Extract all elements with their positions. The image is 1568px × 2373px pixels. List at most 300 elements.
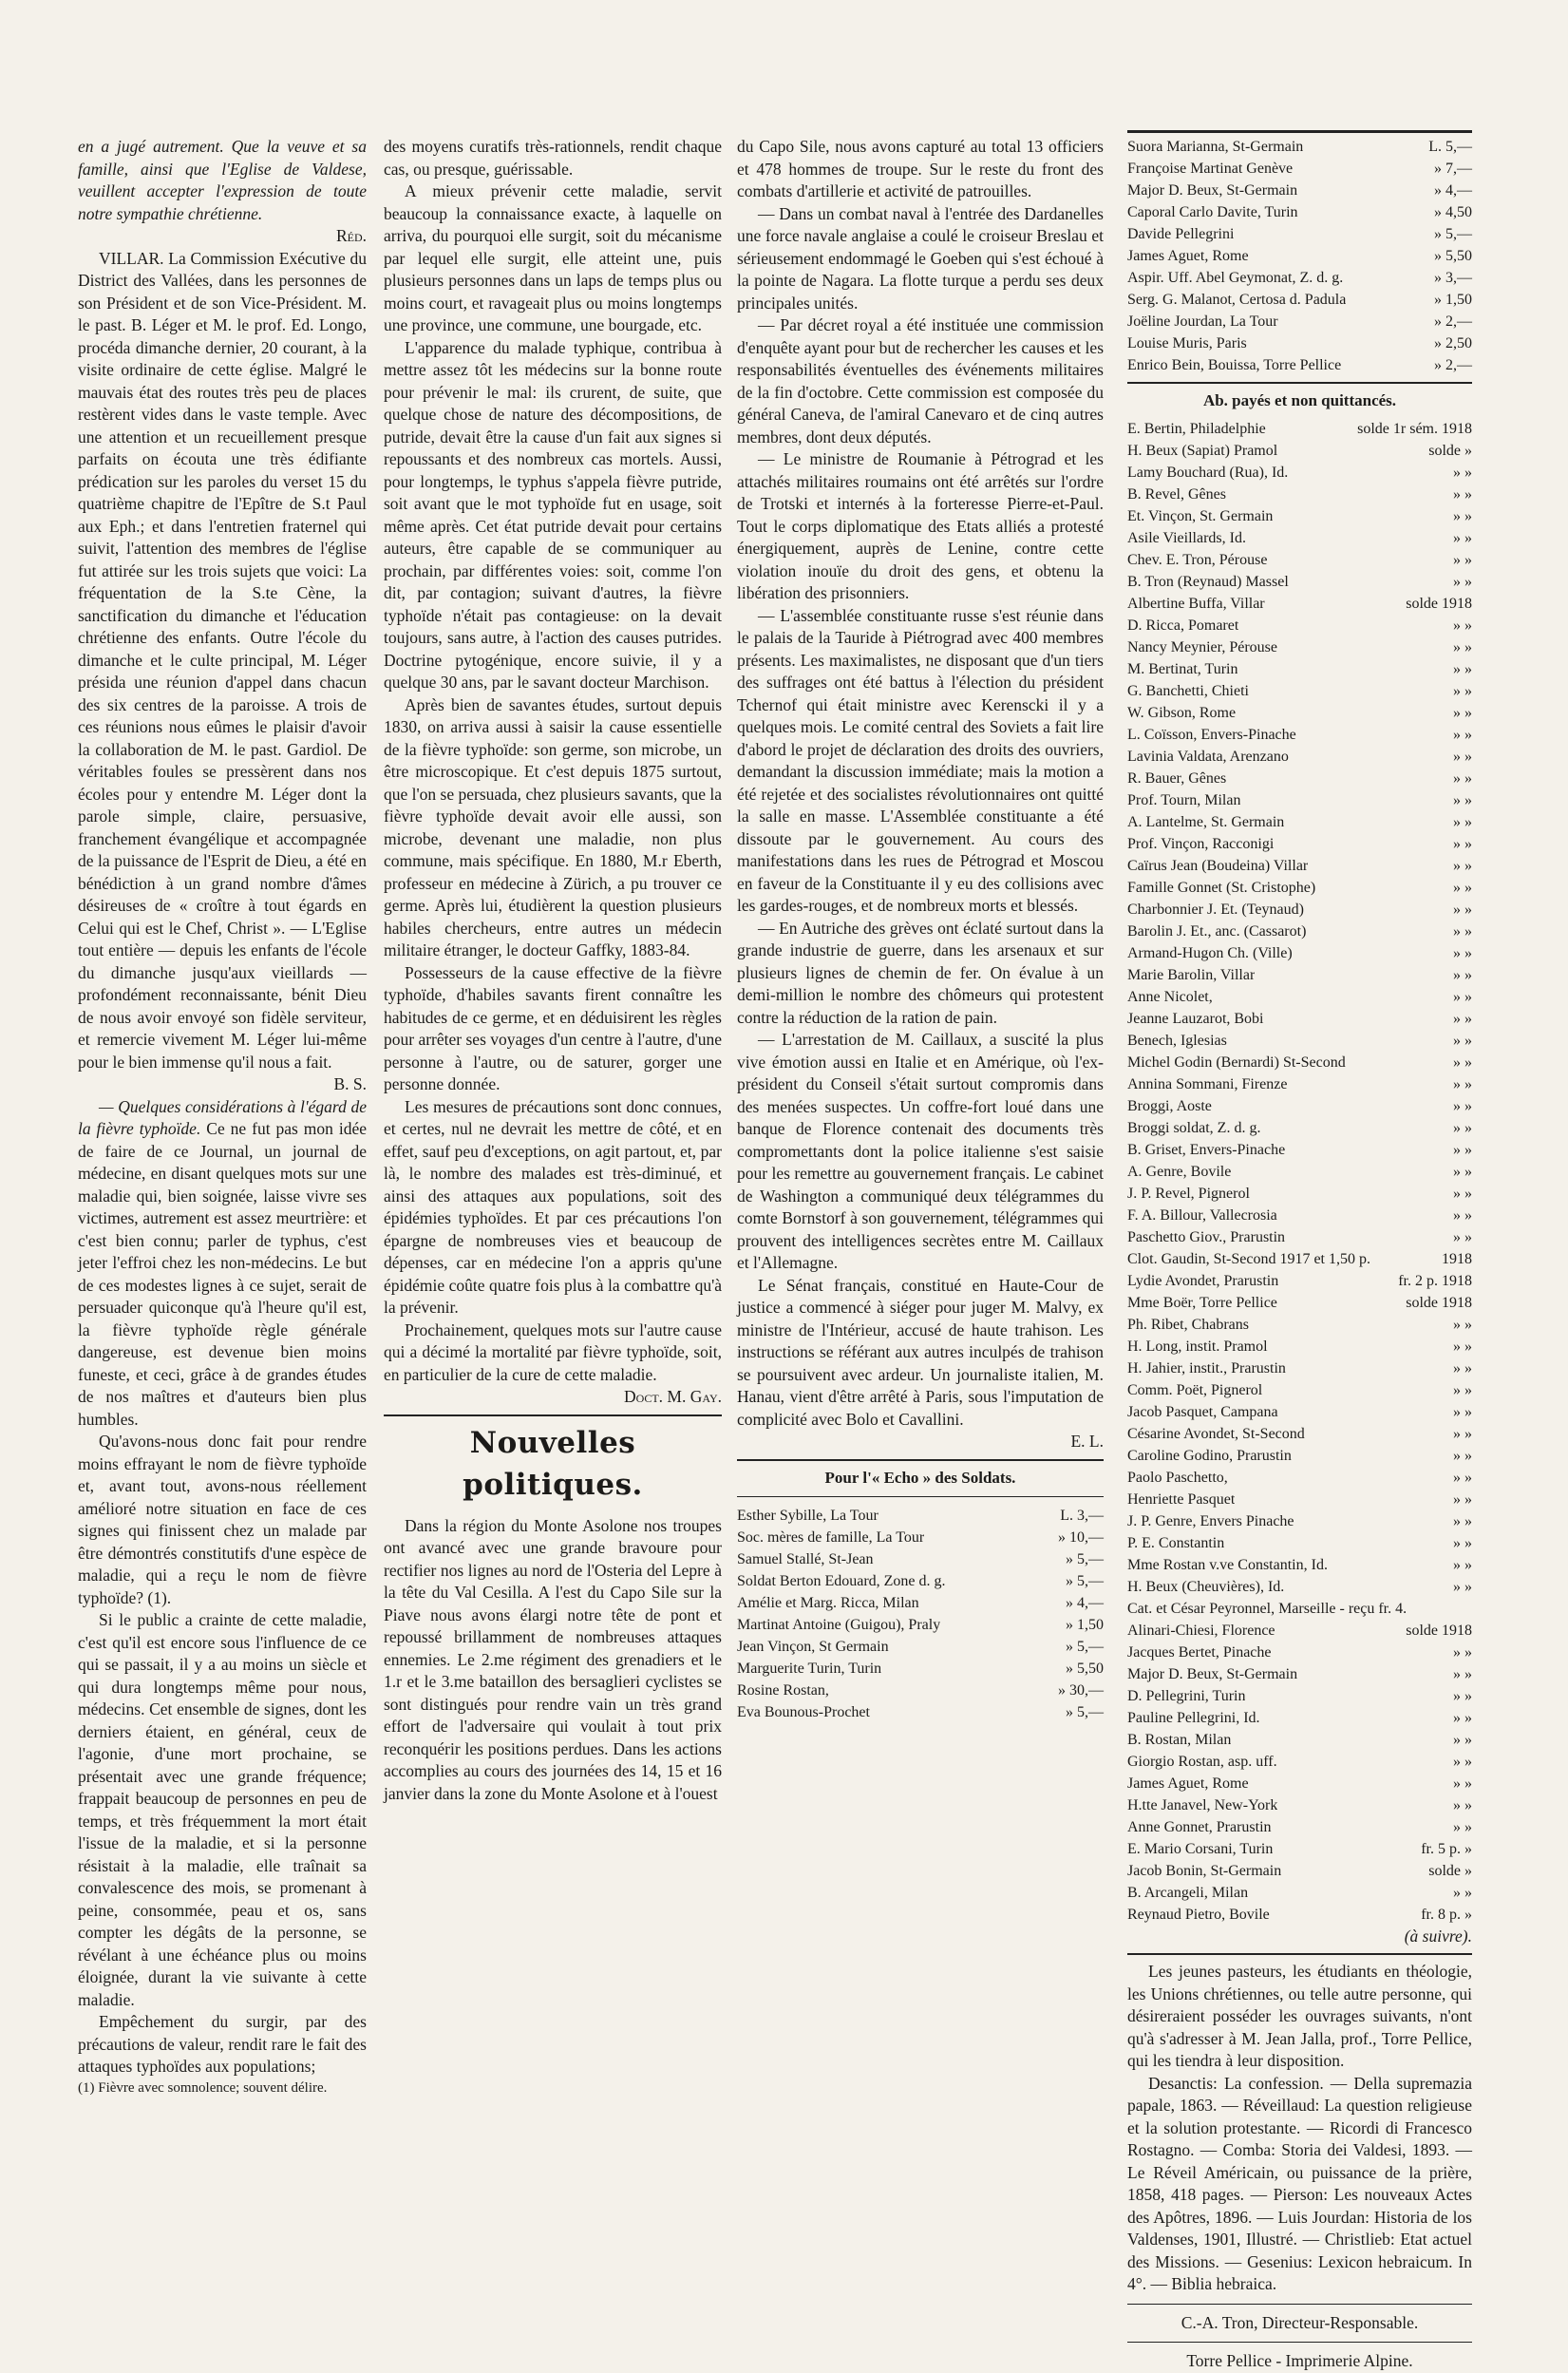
list-item-name: James Aguet, Rome	[1127, 1775, 1249, 1792]
divider	[384, 1414, 722, 1416]
list-item-amount: » »	[1453, 1359, 1472, 1376]
echo-list	[737, 1505, 1104, 1723]
list-item-amount: » »	[1453, 1643, 1472, 1661]
paragraph: Prochainement, quelques mots sur l'autre cause qui a décimé la mortalité par fièvre typhoïde, soit, en particulier de la cure de cette maladie.	[384, 1319, 722, 1384]
paragraph: des moyens curatifs très-rationnels, rendit chaque cas, ou presque, guérissable.	[384, 137, 722, 179]
echo-heading: Pour l'« Echo » des Soldats.	[824, 1468, 1016, 1487]
list-item	[1127, 1052, 1472, 1073]
list-item	[1127, 311, 1472, 332]
list-item-name: J. P. Genre, Envers Pinache	[1127, 1512, 1294, 1529]
paragraph: Les mesures de précautions sont donc connues, et certes, nul ne devrait les mettre de côté, et en effet, sauf peu d'exceptions, on agit partout, et, par là, le nombre des malades est très-diminué, et ainsi des attaques aux populations, soit des épidémies typhoïdes. Et par ces précautions l'on épargne de nombreuses vies et beaucoup de dépenses, car en médecine l'on a appris qu'une épidémie coûte quatre fois plus à la combattre qu'à la prévenir.	[384, 1096, 722, 1317]
list-item-name: Enrico Bein, Bouissa, Torre Pellice	[1127, 357, 1342, 373]
list-item-name: R. Bauer, Gênes	[1127, 769, 1227, 787]
list-item-name: Caporal Carlo Davite, Turin	[1127, 204, 1298, 220]
list-item	[1127, 1139, 1472, 1161]
list-item-amount: » »	[1453, 1556, 1472, 1573]
list-item-name: Rosine Rostan,	[737, 1682, 829, 1699]
list-item-name: L. Coïsson, Envers-Pinache	[1127, 726, 1296, 743]
list-item	[737, 1636, 1104, 1658]
list-item	[1127, 1008, 1472, 1030]
signature: E. L.	[1070, 1432, 1104, 1451]
list-item-name: Suora Marianna, St-Germain	[1127, 139, 1304, 155]
list-item-amount: L. 3,—	[1060, 1508, 1104, 1524]
list-item-amount: 1918	[1442, 1250, 1472, 1267]
list-item-amount: » »	[1453, 1709, 1472, 1726]
list-item	[1127, 462, 1472, 484]
list-item-amount: » 5,50	[1434, 248, 1472, 264]
list-item	[1127, 267, 1472, 289]
list-item-amount: » »	[1453, 1534, 1472, 1551]
list-item-amount: » »	[1453, 1032, 1472, 1049]
list-item-name: Jeanne Lauzarot, Bobi	[1127, 1010, 1264, 1027]
list-item-name: Nancy Meynier, Pérouse	[1127, 638, 1277, 655]
condolence-text: en a jugé autrement. Que la veuve et sa famille, ainsi que l'Eglise de Valdese, veuillent accepter l'expression de toute notre sympathie chrétienne.	[78, 137, 367, 223]
list-item-name: Samuel Stallé, St-Jean	[737, 1551, 874, 1567]
list-item	[1127, 1642, 1472, 1663]
list-item-amount: » »	[1453, 835, 1472, 852]
column-2	[384, 136, 722, 1805]
list-item-name: H. Long, instit. Pramol	[1127, 1338, 1268, 1355]
list-item-name: Césarine Avondet, St-Second	[1127, 1425, 1305, 1442]
list-item-amount: » »	[1453, 966, 1472, 983]
list-item	[737, 1570, 1104, 1592]
list-item	[1127, 964, 1472, 986]
list-item-name: J. P. Revel, Pignerol	[1127, 1185, 1250, 1202]
list-item-amount: » 2,—	[1434, 357, 1472, 373]
list-item-name: Martinat Antoine (Guigou), Praly	[737, 1617, 941, 1633]
list-item-amount: » »	[1453, 726, 1472, 743]
list-item	[1127, 768, 1472, 789]
list-item-amount: » »	[1453, 1206, 1472, 1224]
list-item-name: Major D. Beux, St-Germain	[1127, 1665, 1298, 1682]
signature: B. S.	[333, 1074, 367, 1093]
paragraph: Possesseurs de la cause effective de la fièvre typhoïde, d'habiles savants firent connaître les habitudes de ce germe, et en déduisirent les règles pour arrêter ses voyages d'un centre à l'autre, d'une personne à l'autre, ou de saturer, gorger une personne donnée.	[384, 962, 722, 1093]
list-item	[1127, 527, 1472, 549]
list-item-amount: » »	[1453, 1665, 1472, 1682]
list-item	[1127, 1270, 1472, 1292]
list-item-name: Broggi, Aoste	[1127, 1097, 1212, 1114]
list-item	[1127, 724, 1472, 746]
list-item-name: Broggi soldat, Z. d. g.	[1127, 1119, 1261, 1136]
list-item-amount: » »	[1453, 617, 1472, 634]
list-item-amount: solde 1r sém. 1918	[1357, 420, 1472, 437]
list-item-name: Comm. Poët, Pignerol	[1127, 1381, 1263, 1398]
list-item-name: Marguerite Turin, Turin	[737, 1661, 882, 1677]
list-item-name: Famille Gonnet (St. Cristophe)	[1127, 879, 1316, 896]
list-item-name: James Aguet, Rome	[1127, 248, 1249, 264]
list-item-name: Serg. G. Malanot, Certosa d. Padula	[1127, 292, 1347, 308]
list-item-amount: » »	[1453, 769, 1472, 787]
list-item	[1127, 1510, 1472, 1532]
column-4	[1127, 136, 1472, 2373]
list-item-name: A. Genre, Bovile	[1127, 1163, 1232, 1180]
list-item-amount: » »	[1453, 1228, 1472, 1245]
paragraph: L'apparence du malade typhique, contribua à mettre assez tôt les médecins sur la bonne route pour prévenir le mal: ils crurent, de suite, que quelque chose de nature des décompositions, de putride, devait être la cause d'un fait aux signes si repoussants et des nombreux cas mortels. Aussi, pour longtemps, le typhus s'appela fièvre putride, soit avant que le mot typhoïde fut en usage, soit même après. Cet état putride devait pour certains auteurs, être capable de se communiquer au prochain, par différentes voies: soit, comme l'on dit, par contagion; suivant d'autres, la fièvre typhoïde n'était pas contagieuse: on la devait toujours, sans autre, à l'action des causes putrides. Doctrine pytogénique, encore suivie, il y a quelque 30 ans, par le savant docteur Marchison.	[384, 337, 722, 692]
list-item	[737, 1527, 1104, 1548]
paragraph: A mieux prévenir cette maladie, servit beaucoup la connaissance exacte, à laquelle on arriva, du pourquoi elle surgit, soit du mécanisme par lequel elle surgit, elle atteint une, puis plusieurs personnes dans un laps de temps plus ou moins court, et ravageait plus ou moins longtemps une province, une commune, une bourgade, etc.	[384, 181, 722, 334]
list-item-name: Alinari-Chiesi, Florence	[1127, 1622, 1275, 1639]
signature: Doct. M. Gay.	[624, 1387, 722, 1406]
footnote: (1) Fièvre avec somnolence; souvent délire.	[78, 2079, 328, 2096]
list-item	[1127, 245, 1472, 267]
list-item-name: Major D. Beux, St-Germain	[1127, 182, 1298, 199]
list-item	[1127, 593, 1472, 615]
list-item	[1127, 1401, 1472, 1423]
list-item-amount: » »	[1453, 1381, 1472, 1398]
list-item	[1127, 1773, 1472, 1794]
paragraph: Les jeunes pasteurs, les étudiants en théologie, les Unions chrétiennes, ou telle autre personne, qui désireraient posséder les ouvrages suivants, n'ont qu'à s'adresser à M. Jean Jalla, prof., Torre Pellice, qui les tiendra à leur disposition.	[1127, 1962, 1472, 2070]
subscription-list	[1127, 418, 1472, 1926]
list-item-amount: » »	[1453, 551, 1472, 568]
list-item-name: Pauline Pellegrini, Id.	[1127, 1709, 1260, 1726]
list-item-amount: L. 5,—	[1428, 139, 1472, 155]
list-item-name: Annina Sommani, Firenze	[1127, 1075, 1288, 1092]
list-item-amount: » »	[1453, 901, 1472, 918]
paragraph: Dans la région du Monte Asolone nos troupes ont avancé avec une grande bravoure pour rectifier nos lignes au nord de l'Osteria del Lepre à la tête du Val Cesilla. A l'est du Capo Sile sur la Piave nous avons élargi notre tête de pont et repoussé brillamment de nombreuses attaques ennemies. Le 2.me régiment des grenadiers et le 1.r et le 3.me bataillon des bersaglieri cyclistes se sont distingués pour rendre vain un très grand effort de l'adversaire qui voulait à tout prix reconquérir les positions perdues. Dans les actions accomplies au cours des journées des 14, 15 et 16 janvier dans la zone du Monte Asolone et à l'ouest	[384, 1515, 722, 1803]
list-item-amount: » »	[1453, 1884, 1472, 1901]
book-list: Desanctis: La confession. — Della supremazia papale, 1863. — Réveillaud: La question religieuse et la solution protestante. — Ricordi di Francesco Rostagno. — Comba: Storia dei Valdesi, 1893. — Le Réveil Américain, ou puissance de la prière, 1858, 418 pages. — Pierson: Les nouveaux Actes des Apôtres, 1896. — Luis Jourdan: Historia de los Valdenses, 1901, Illustré. — Christlieb: Etat actuel des Missions. — Gesenius: Lexicon hebraicum. In 4°. — Biblia hebraica.	[1127, 2073, 1472, 2293]
list-item	[737, 1505, 1104, 1527]
list-item-amount: » 5,—	[1066, 1704, 1104, 1720]
divider	[1127, 1953, 1472, 1955]
list-item-name: Marie Barolin, Villar	[1127, 966, 1256, 983]
list-item-amount: » »	[1453, 1753, 1472, 1770]
list-item-amount: » »	[1453, 1119, 1472, 1136]
list-item-name: P. E. Constantin	[1127, 1534, 1225, 1551]
list-item	[1127, 899, 1472, 921]
list-item-name: E. Bertin, Philadelphie	[1127, 420, 1266, 437]
list-item-amount: » 7,—	[1434, 161, 1472, 177]
list-item-amount: » »	[1453, 1316, 1472, 1333]
divider	[1127, 382, 1472, 384]
list-item-name: Clot. Gaudin, St-Second 1917 et 1,50 p.	[1127, 1250, 1370, 1267]
list-item-amount: » 1,50	[1066, 1617, 1104, 1633]
list-item	[1127, 1576, 1472, 1598]
list-item	[1127, 505, 1472, 527]
paragraph: du Capo Sile, nous avons capturé au total 13 officiers et 478 hommes de troupe. Sur le reste du front des combats d'artillerie et activité de patrouilles.	[737, 137, 1104, 200]
list-item	[1127, 1336, 1472, 1357]
list-item	[1127, 484, 1472, 505]
paragraph: — L'assemblée constituante russe s'est réunie dans le palais de la Tauride à Piétrograd avec 400 membres présents. Les maximalistes, ne disposant que d'un tiers des suffrages ont été battus à l'élection du président Tchernof qui était ministre avec Kerenscki il y a quelques mois. Le comité central des Soviets a fait lire d'abord le projet de déclaration des droits des ouvriers, demandant la discussion immédiate; mais la motion a été rejetée et des socialistes révolutionnaires ont quitté la salle en masse. L'Assemblée constituante a été dissoute par le gouvernement. Au cours des manifestations dans les rues de Pétrograd et Moscou en faveur de la Constituante il y eu des collisions avec les gardes-rouges, et de nombreux morts et blessés.	[737, 605, 1104, 915]
divider	[1127, 2342, 1472, 2343]
list-item	[1127, 1532, 1472, 1554]
list-item-name: B. Revel, Gênes	[1127, 485, 1226, 503]
list-item	[1127, 1554, 1472, 1576]
paragraph: — Par décret royal a été instituée une commission d'enquête ayant pour but de rechercher les causes et les responsabilités éventuelles des événements militaires de la fin d'octobre. Cette commission est composée du général Caneva, de l'amiral Canevaro et de cinq autres membres, dont deux députés.	[737, 315, 1104, 446]
list-item-name: G. Banchetti, Chieti	[1127, 682, 1249, 699]
list-item-amount: » 5,—	[1066, 1551, 1104, 1567]
list-item-amount: » 4,—	[1066, 1595, 1104, 1611]
list-item-amount: » »	[1453, 1578, 1472, 1595]
list-item	[1127, 855, 1472, 877]
list-item-amount: solde 1918	[1406, 1294, 1472, 1311]
list-item-name: Mme Rostan v.ve Constantin, Id.	[1127, 1556, 1328, 1573]
list-item-name: Prof. Tourn, Milan	[1127, 791, 1241, 808]
list-item-name: B. Tron (Reynaud) Massel	[1127, 573, 1289, 590]
list-item	[1127, 1073, 1472, 1095]
list-item	[1127, 1707, 1472, 1729]
list-item-amount: » »	[1453, 1010, 1472, 1027]
typhoid-article: — Quelques considérations à l'égard de la fièvre typhoïde. Ce ne fut pas mon idée de faire de ce Journal, un journal de médecine, en disant quelques mots sur une maladie qui, bien soignée, laisse vivre ses victimes, autrement est assez meurtrière: et c'est bien connu; parler de typhus, c'est jeter l'effroi chez les non-médecins. Le but de ces modestes lignes à ce sujet, serait de persuader quiconque qu'à l'heure qu'il est, la fièvre typhoïde règle générale dangereuse, est devenue bien moins funeste, et ceci, grâce à de grandes études de nos maîtres et d'auteurs bien plus humbles.	[78, 1096, 368, 1429]
list-item-amount: » 10,—	[1058, 1529, 1104, 1546]
list-item-amount: » »	[1453, 464, 1472, 481]
list-item-name: H. Beux (Cheuvières), Id.	[1127, 1578, 1285, 1595]
list-item	[1127, 332, 1472, 354]
list-item-amount: » »	[1453, 857, 1472, 874]
list-item	[1127, 571, 1472, 593]
list-item-name: Caroline Godino, Prarustin	[1127, 1447, 1292, 1464]
top-rule	[1127, 130, 1472, 133]
list-item-amount: » »	[1453, 922, 1472, 940]
list-item-name: Paschetto Giov., Prarustin	[1127, 1228, 1286, 1245]
paragraph: Qu'avons-nous donc fait pour rendre moins effrayant le nom de fièvre typhoïde et, avant tout, avons-nous réellement amélioré notre situation en face de ces signes qui finissent chez un malade par être démontrés constitutifs d'une espèce de maladie, qui a reçu le nom de fièvre typhoïde? (1).	[78, 1432, 367, 1607]
list-item-amount: » »	[1453, 1512, 1472, 1529]
list-item-amount: » »	[1453, 748, 1472, 765]
list-item-name: Jacob Pasquet, Campana	[1127, 1403, 1278, 1420]
list-item	[1127, 1838, 1472, 1860]
list-item-name: Jacques Bertet, Pinache	[1127, 1643, 1272, 1661]
list-item-name: Anne Gonnet, Prarustin	[1127, 1818, 1272, 1835]
list-item	[1127, 680, 1472, 702]
list-item-name: Prof. Vinçon, Racconigi	[1127, 835, 1275, 852]
list-item-amount: fr. 5 p. »	[1421, 1840, 1472, 1857]
list-item-name: Armand-Hugon Ch. (Ville)	[1127, 944, 1293, 961]
list-item	[1127, 1248, 1472, 1270]
list-item-name: Joëline Jourdan, La Tour	[1127, 313, 1278, 330]
list-item	[1127, 942, 1472, 964]
list-item	[1127, 1095, 1472, 1117]
list-item	[1127, 1816, 1472, 1838]
list-item-amount: fr. 2 p. 1918	[1398, 1272, 1472, 1289]
list-item	[1127, 1751, 1472, 1773]
list-item-amount: » 2,—	[1434, 313, 1472, 330]
list-item	[1127, 1598, 1472, 1620]
list-item-amount: » »	[1453, 1447, 1472, 1464]
list-item-amount	[1425, 1598, 1472, 1620]
list-item-name: Charbonnier J. Et. (Teynaud)	[1127, 901, 1304, 918]
list-item-amount: » »	[1453, 660, 1472, 677]
list-item-name: Eva Bounous-Prochet	[737, 1704, 870, 1720]
list-item-amount: » »	[1453, 1469, 1472, 1486]
list-item-amount: » »	[1453, 1097, 1472, 1114]
list-item-amount: » 30,—	[1058, 1682, 1104, 1699]
list-item-amount: » 4,—	[1434, 182, 1472, 199]
list-item-name: H. Beux (Sapiat) Pramol	[1127, 442, 1278, 459]
list-item-amount: » »	[1453, 1054, 1472, 1071]
list-item	[1127, 418, 1472, 440]
list-item-amount: » »	[1453, 529, 1472, 546]
list-item-name: Lydie Avondet, Prarustin	[1127, 1272, 1279, 1289]
to-be-continued: (à suivre).	[1404, 1926, 1472, 1946]
list-item-amount: » 5,50	[1066, 1661, 1104, 1677]
paragraph: — L'arrestation de M. Caillaux, a suscité la plus vive émotion aussi en Italie et en Amérique, où l'ex-président du Conseil s'était surtout compromis dans des menées suspectes. Un coffre-fort loué dans une banque de Florence contenait des documents très compromettants dont la police italienne s'est saisie pour les remettre au gouvernement français. Le cabinet de Washington a communiqué deux télégrammes du comte Bornstorf à son gouvernement, télégrammes qui prouvent des intelligences secrètes entre M. Caillaux et l'Allemagne.	[737, 1030, 1104, 1272]
list-item-amount: » »	[1453, 507, 1472, 524]
list-item	[1127, 354, 1472, 376]
list-item-amount: » »	[1453, 1687, 1472, 1704]
list-item-amount: » »	[1453, 1796, 1472, 1813]
list-item	[1127, 877, 1472, 899]
list-item	[1127, 986, 1472, 1008]
list-item-name: Henriette Pasquet	[1127, 1490, 1236, 1508]
divider	[1127, 2304, 1472, 2305]
list-item-name: Amélie et Marg. Ricca, Milan	[737, 1595, 919, 1611]
list-item	[737, 1614, 1104, 1636]
list-item	[1127, 1904, 1472, 1926]
list-item	[1127, 1314, 1472, 1336]
list-item-name: A. Lantelme, St. Germain	[1127, 813, 1285, 830]
list-item-amount: » 4,50	[1434, 204, 1472, 220]
list-item	[737, 1658, 1104, 1680]
list-item	[1127, 1357, 1472, 1379]
list-item	[1127, 1729, 1472, 1751]
list-item-amount: » »	[1453, 1338, 1472, 1355]
list-item	[1127, 746, 1472, 768]
list-item	[1127, 1205, 1472, 1226]
paragraph: Empêchement du surgir, par des précautions de valeur, rendit rare le fait des attaques typhoïdes aux populations;	[78, 2012, 367, 2076]
list-item-name: Aspir. Uff. Abel Geymonat, Z. d. g.	[1127, 270, 1344, 286]
list-item	[1127, 1860, 1472, 1882]
list-item	[1127, 180, 1472, 201]
list-item-amount: » »	[1453, 638, 1472, 655]
list-item-amount: » 2,50	[1434, 335, 1472, 351]
list-item-amount: » 5,—	[1434, 226, 1472, 242]
list-item-amount: » 5,—	[1066, 1573, 1104, 1589]
list-item-amount: » »	[1453, 988, 1472, 1005]
list-item-name: Davide Pellegrini	[1127, 226, 1235, 242]
list-item	[1127, 289, 1472, 311]
list-item	[1127, 702, 1472, 724]
list-item	[1127, 136, 1472, 158]
list-item	[1127, 1882, 1472, 1904]
list-item-amount: » »	[1453, 1775, 1472, 1792]
list-item-name: Louise Muris, Paris	[1127, 335, 1247, 351]
list-item-amount: solde 1918	[1406, 595, 1472, 612]
list-item	[1127, 615, 1472, 636]
column-1	[78, 136, 367, 2098]
list-item-name: M. Bertinat, Turin	[1127, 660, 1238, 677]
list-item-amount: » »	[1453, 573, 1472, 590]
list-item-amount: » »	[1453, 1163, 1472, 1180]
list-item-amount: solde 1918	[1406, 1622, 1472, 1639]
list-item-name: B. Rostan, Milan	[1127, 1731, 1232, 1748]
list-item-name: E. Mario Corsani, Turin	[1127, 1840, 1274, 1857]
list-item	[1127, 549, 1472, 571]
list-item	[1127, 223, 1472, 245]
list-item	[1127, 1794, 1472, 1816]
list-item	[737, 1548, 1104, 1570]
signature: Réd.	[335, 226, 367, 245]
list-item-name: Michel Godin (Bernardi) St-Second	[1127, 1054, 1346, 1071]
list-item-name: Mme Boër, Torre Pellice	[1127, 1294, 1277, 1311]
list-item	[737, 1592, 1104, 1614]
list-item-amount: » 3,—	[1434, 270, 1472, 286]
list-item-amount: » »	[1453, 1731, 1472, 1748]
list-item-amount: fr. 8 p. »	[1421, 1906, 1472, 1923]
list-item-name: Jean Vinçon, St Germain	[737, 1639, 889, 1655]
list-item	[1127, 1445, 1472, 1467]
list-item-name: Françoise Martinat Genève	[1127, 161, 1294, 177]
list-item-name: D. Pellegrini, Turin	[1127, 1687, 1246, 1704]
list-item-amount: » »	[1453, 791, 1472, 808]
list-item-amount: » »	[1453, 1403, 1472, 1420]
list-item-name: Soc. mères de famille, La Tour	[737, 1529, 925, 1546]
list-item	[1127, 789, 1472, 811]
list-item-name: Asile Vieillards, Id.	[1127, 529, 1246, 546]
list-item	[1127, 1663, 1472, 1685]
list-item	[1127, 1030, 1472, 1052]
list-item-amount: » 5,—	[1066, 1639, 1104, 1655]
list-item	[1127, 1489, 1472, 1510]
list-item-amount: solde »	[1428, 1862, 1472, 1879]
list-item-amount: » 1,50	[1434, 292, 1472, 308]
list-item-name: Chev. E. Tron, Pérouse	[1127, 551, 1268, 568]
paragraph: Si le public a crainte de cette maladie, c'est qu'il est encore sous l'influence de ce qui se passait, il y a au moins un siècle et qui dura longtemps même pour nous, médecins. Cet ensemble de signes, dont les derniers étaient, en général, ceux de l'agonie, d'une mort prochaine, se présentait avec une grande fréquence; frappait beaucoup de personnes en peu de temps, et très fréquemment la mort était l'issue de la maladie, et si la personne résistait à la maladie, elle traînait sa convalescence des mois, se promenant à peine, consommée, peau et os, sans compter les dégâts de la personne, se révélant à une échéance plus ou moins éloignée, durant la vie suivante à cette maladie.	[78, 1610, 367, 2009]
list-item-name: Barolin J. Et., anc. (Cassarot)	[1127, 922, 1307, 940]
list-item	[737, 1680, 1104, 1701]
donation-list	[1127, 136, 1472, 376]
list-item	[1127, 1292, 1472, 1314]
article-title: — Quelques considérations à l'égard de la fièvre typhoïde.	[78, 1096, 367, 1138]
list-item-amount: » »	[1453, 1490, 1472, 1508]
paragraph: Après bien de savantes études, surtout depuis 1830, on arriva aussi à saisir la cause essentielle de la fièvre typhoïde: son germe, son microbe, un être microscopique. Et c'est depuis 1875 surtout, que l'on se persuada, chez plusieurs savants, que la fièvre typhoïde devait avoir elle aussi, son microbe, devenant une maladie, non plus commune, mais spécifique. En 1880, M.r Eberth, professeur en médecine à Zürich, a pu trouver ce germe. Après lui, étudièrent la question plusieurs habiles chercheurs, entre autres un médecin militaire étranger, le docteur Gaffky, 1883-84.	[384, 694, 722, 959]
list-item-name: Benech, Iglesias	[1127, 1032, 1227, 1049]
subscriptions-heading: Ab. payés et non quittancés.	[1202, 391, 1397, 409]
list-item-amount: » »	[1453, 1141, 1472, 1158]
list-item-amount: » »	[1453, 1075, 1472, 1092]
list-item-amount: » »	[1453, 813, 1472, 830]
column-3	[737, 136, 1104, 1723]
list-item-amount: » »	[1453, 879, 1472, 896]
list-item	[1127, 1226, 1472, 1248]
list-item-amount: » »	[1453, 1425, 1472, 1442]
list-item-name: Esther Sybille, La Tour	[737, 1508, 878, 1524]
list-item	[737, 1701, 1104, 1723]
list-item-amount: » »	[1453, 1818, 1472, 1835]
list-item-name: Cat. et César Peyronnel, Marseille - reçu fr. 4.	[1127, 1600, 1407, 1617]
list-item-name: Caïrus Jean (Boudeina) Villar	[1127, 857, 1309, 874]
printer-line: Torre Pellice - Imprimerie Alpine.	[1186, 2351, 1413, 2370]
list-item	[1127, 1620, 1472, 1642]
list-item	[1127, 1183, 1472, 1205]
list-item-name: Anne Nicolet,	[1127, 988, 1213, 1005]
list-item-name: Et. Vinçon, St. Germain	[1127, 507, 1274, 524]
editor-line: C.-A. Tron, Directeur-Responsable.	[1181, 2312, 1419, 2332]
list-item-name: H. Jahier, instit., Prarustin	[1127, 1359, 1286, 1376]
list-item-name: Reynaud Pietro, Bovile	[1127, 1906, 1270, 1923]
list-item	[1127, 636, 1472, 658]
list-item	[1127, 811, 1472, 833]
divider	[737, 1459, 1104, 1461]
list-item-name: Albertine Buffa, Villar	[1127, 595, 1265, 612]
villar-article: VILLAR. La Commission Exécutive du District des Vallées, dans les personnes de son Président et de son Vice-Président. M. le past. B. Léger et M. le prof. Ed. Longo, procéda dimanche dernier, 20 courant, à la visite ordinaire de cette église. Malgré le mauvais état des routes très peu de places restèrent vides dans le vaste temple. Avec une attention et un recueillement presque parfaits on écouta une très édifiante prédication sur les paroles du verset 15 du quatrième chapitre de l'Epître de S.t Paul aux Eph.; et dans l'entretien fraternel qui suivit, l'attention des membres de l'église fut attirée sur les trois sujets que voici: La fréquentation de la S.te Cène, la sanctification du dimanche et l'éducation chrétienne des enfants. Outre l'école du dimanche et le culte principal, M. Léger présida une réunion d'appel dans chacun des six centres de la paroisse. A trois de ces réunions nous eûmes le plaisir d'avoir la collaboration de M. le past. Gardiol. De véritables foules se pressèrent dans nos écoles pour y entendre M. Léger dont la parole simple, claire, persuasive, franchement évangélique et accompagnée de la puissance de l'Esprit de Dieu, a été en bénédiction à un grand nombre d'âmes désireuses de « croître à tout égards en Celui qui est le Chef, Christ ». — L'Eglise tout entière — depuis les enfants de l'école du dimanche jusqu'aux vieillards — profondément reconnaissante, bénit Dieu de nous avoir envoyé son fidèle serviteur, et remercie vivement M. Léger lui-même pour le bien immense qu'il nous a fait.	[78, 248, 367, 1072]
list-item	[1127, 1117, 1472, 1139]
paragraph: — Dans un combat naval à l'entrée des Dardanelles une force navale anglaise a coulé le croiseur Breslau et sérieusement endommagé le Goeben qui s'est échoué à la pointe de Nagara. La flotte turque a perdu ses deux principales unités.	[737, 203, 1104, 313]
list-item	[1127, 833, 1472, 855]
list-item-name: B. Griset, Envers-Pinache	[1127, 1141, 1286, 1158]
list-item-amount: » »	[1453, 1185, 1472, 1202]
list-item-name: Lavinia Valdata, Arenzano	[1127, 748, 1289, 765]
list-item-name: D. Ricca, Pomaret	[1127, 617, 1239, 634]
list-item	[1127, 1467, 1472, 1489]
section-heading: Nouvelles politiques.	[463, 1425, 643, 1502]
paragraph: — En Autriche des grèves ont éclaté surtout dans la grande industrie de guerre, dans les arsenaux et sur plusieurs lignes de chemin de fer. On évalue à un demi-million le nombre des chômeurs qui protestent contre la réduction de la ration de pain.	[737, 918, 1104, 1027]
list-item-name: Ph. Ribet, Chabrans	[1127, 1316, 1249, 1333]
paragraph: Le Sénat français, constitué en Haute-Cour de justice a commencé à siéger pour juger M. Malvy, ex ministre de l'Intérieur, accusé de haute trahison. Les instructions se référant aux autres inculpés de trahison se poursuivent avec ardeur. Un journaliste italien, M. Hanau, vient d'être arrêté à Paris, sous l'imputation de complicité avec Bolo et Cavallini.	[737, 1275, 1104, 1429]
divider	[737, 1496, 1104, 1497]
list-item-name: F. A. Billour, Vallecrosia	[1127, 1206, 1277, 1224]
list-item-name: Lamy Bouchard (Rua), Id.	[1127, 464, 1289, 481]
list-item	[1127, 1423, 1472, 1445]
